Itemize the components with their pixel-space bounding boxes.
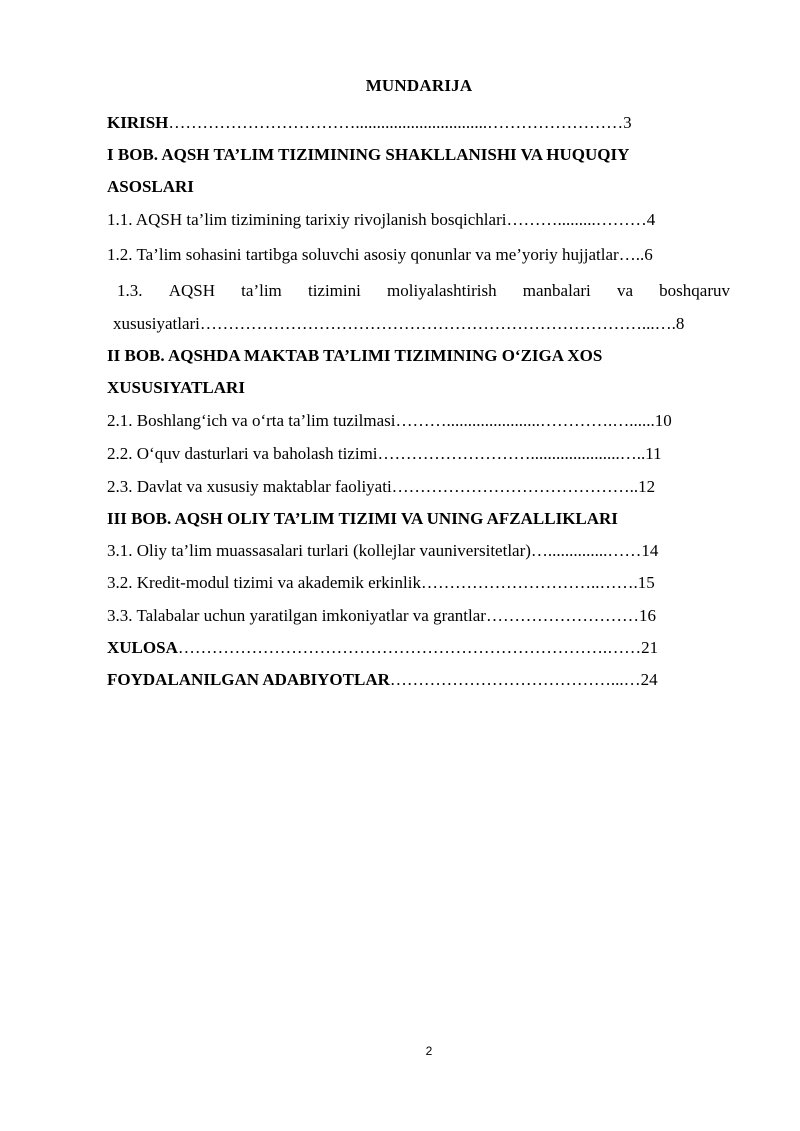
toc-chapter-1-heading-cont: ASOSLARI [107,177,194,196]
word: tizimini [307,281,361,300]
toc-entry-leader: …………………………………...…24 [389,670,658,689]
word: 1.3. [117,281,143,300]
toc-chapter-3-heading: III BOB. AQSH OLIY TA’LIM TIZIMI VA UNING AFZALLIKLARI [107,509,618,528]
word: AQSH [168,281,215,300]
toc-entry-heading: FOYDALANILGAN ADABIYOTLAR [107,670,390,689]
toc-entry-1-1: 1.1. AQSH ta’lim tizimining tarixiy rivojlanish bosqichlari……….........………4 [107,210,656,229]
toc-chapter-1-heading: I BOB. AQSH TA’LIM TIZIMINING SHAKLLANISHI VA HUQUQIY [107,145,630,164]
toc-entry-leader: ……………………………...............................……………………3 [168,113,632,132]
toc-entry-1-2: 1.2. Ta’lim sohasini tartibga soluvchi asosiy qonunlar va me’yoriy hujjatlar…..6 [107,245,653,264]
word: boshqaruv [659,281,730,300]
toc-entry-2-1: 2.1. Boshlang‘ich va o‘rta ta’lim tuzilmasi………......................………….…......10 [107,411,672,430]
toc-entry-heading: XULOSA [107,638,178,657]
word: moliyalashtirish [387,281,497,300]
word: ta’lim [241,281,282,300]
toc-entry-kirish [107,112,697,134]
page-number: 2 [425,1044,433,1058]
toc-entry-3-1: 3.1. Oliy ta’lim muassasalari turlari (kollejlar vauniversitetlar)…..............……14 [107,541,659,560]
toc-entry-2-3: 2.3. Davlat va xususiy maktablar faoliyati……………………………………..12 [107,477,656,496]
toc-entry-3-2: 3.2. Kredit-modul tizimi va akademik erkinlik…………………………..…….15 [107,573,655,592]
word: va [616,281,633,300]
toc-chapter-2-heading: II BOB. AQSHDA MAKTAB TA’LIMI TIZIMINING O‘ZIGA XOS [107,346,603,365]
toc-entry-heading: KIRISH [107,113,169,132]
toc-chapter-2-heading-cont: XUSUSIYATLARI [107,378,245,397]
toc-entry-label [107,638,658,657]
toc-entry-adabiyotlar [107,669,697,691]
toc-entry-2-2: 2.2. O‘quv dasturlari va baholash tizimi……………………….....................…..11 [107,444,662,463]
toc-entry-xulosa [107,637,697,659]
toc-entry-label [107,670,658,689]
toc-entry-label [107,113,632,132]
toc-entry-1-3 [117,280,730,302]
word: manbalari [522,281,591,300]
toc-entry-leader: ………………………………………………………………….……21 [177,638,659,657]
page-title: MUNDARIJA [365,76,473,95]
toc-entry-1-3-cont: xususiyatlari……………………………………………………………………...….8 [113,314,685,333]
toc-entry-3-3: 3.3. Talabalar uchun yaratilgan imkoniyatlar va grantlar………………………16 [107,606,656,625]
